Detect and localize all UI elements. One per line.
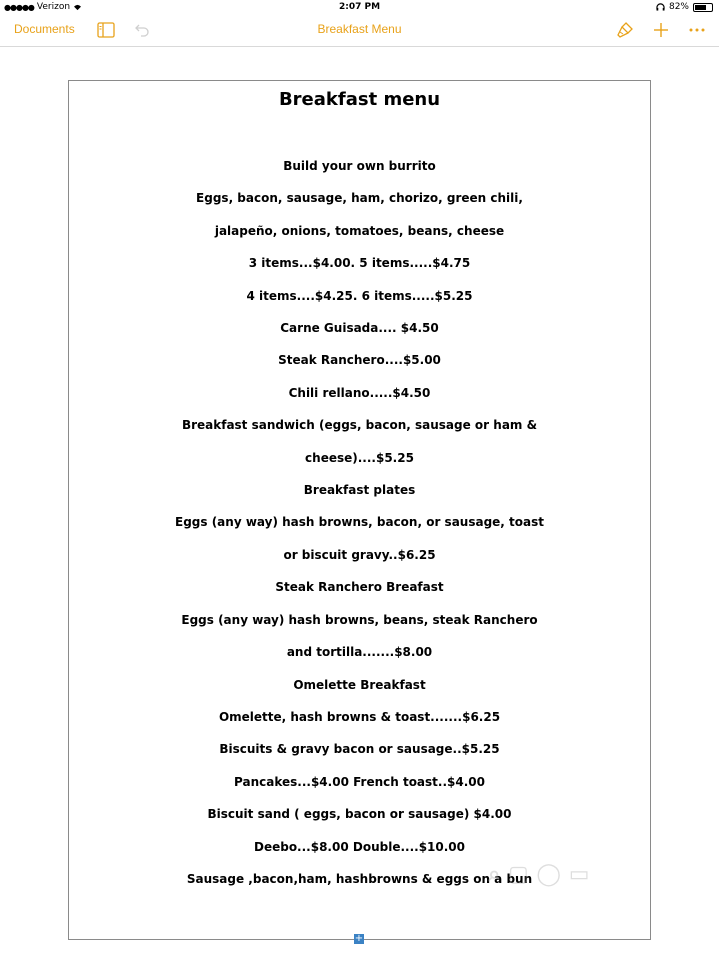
menu-line: Biscuits & gravy bacon or sausage..$5.25: [219, 742, 500, 757]
menu-line: Eggs (any way) hash browns, bacon, or sausage, toast: [175, 515, 544, 530]
menu-body: [69, 150, 650, 895]
documents-button[interactable]: Documents: [14, 22, 75, 36]
menu-line: Omelette, hash browns & toast.......$6.25: [218, 709, 501, 724]
menu-line: Carne Guisada.... $4.50: [280, 321, 439, 336]
menu-line: Steak Ranchero Breafast: [275, 580, 444, 595]
document-title: Breakfast Menu: [317, 22, 402, 36]
battery-percent: 82%: [668, 2, 689, 12]
status-time: 2:07 PM: [338, 2, 381, 12]
menu-line: 3 items...$4.00. 5 items.....$4.75: [248, 256, 471, 271]
menu-line: Build your own burrito: [283, 159, 436, 173]
add-icon[interactable]: [651, 20, 671, 40]
status-bar: [0, 0, 719, 14]
status-right: [656, 2, 713, 12]
menu-line: Pancakes...$4.00 French toast..$4.00: [234, 774, 485, 789]
menu-line: Steak Ranchero....$5.00: [278, 353, 441, 368]
menu-line: cheese)....$5.25: [305, 450, 414, 465]
menu-line: or biscuit gravy..$6.25: [283, 547, 436, 562]
menu-line: jalapeño, onions, tomatoes, beans, cheese: [214, 223, 505, 238]
menu-line: and tortilla.......$8.00: [286, 645, 433, 660]
menu-line: Breakfast plates: [303, 483, 416, 498]
menu-line: Breakfast sandwich (eggs, bacon, sausage or ham &: [181, 418, 538, 433]
menu-line: Chili rellano.....$4.50: [288, 385, 431, 400]
add-page-handle[interactable]: +: [354, 933, 364, 944]
menu-line: Sausage ,bacon,ham, hashbrowns & eggs on a bun: [186, 871, 533, 886]
menu-line: Omelette Breakfast: [293, 677, 426, 692]
menu-line: Eggs, bacon, sausage, ham, chorizo, green chili,: [196, 191, 523, 206]
more-icon[interactable]: [687, 20, 707, 40]
menu-line: 4 items....$4.25. 6 items.....$5.25: [246, 288, 473, 303]
headphones-icon: [656, 3, 665, 11]
menu-line: Eggs (any way) hash browns, beans, steak Ranchero: [181, 612, 538, 627]
menu-line: Deebo...$8.00 Double....$10.00: [253, 839, 465, 854]
menu-line: Biscuit sand ( eggs, bacon or sausage) $4.00: [207, 807, 512, 822]
menu-title: Breakfast menu: [278, 89, 441, 110]
format-brush-icon[interactable]: [615, 20, 635, 40]
nav-bar: [0, 14, 719, 47]
watermark: ⌕ ▢ ◯ ▭: [488, 862, 590, 887]
carrier-label: Verizon: [36, 2, 71, 12]
signal-icon: ●●●●●: [4, 2, 34, 12]
document-page[interactable]: [68, 80, 651, 940]
battery-icon: [693, 3, 713, 12]
